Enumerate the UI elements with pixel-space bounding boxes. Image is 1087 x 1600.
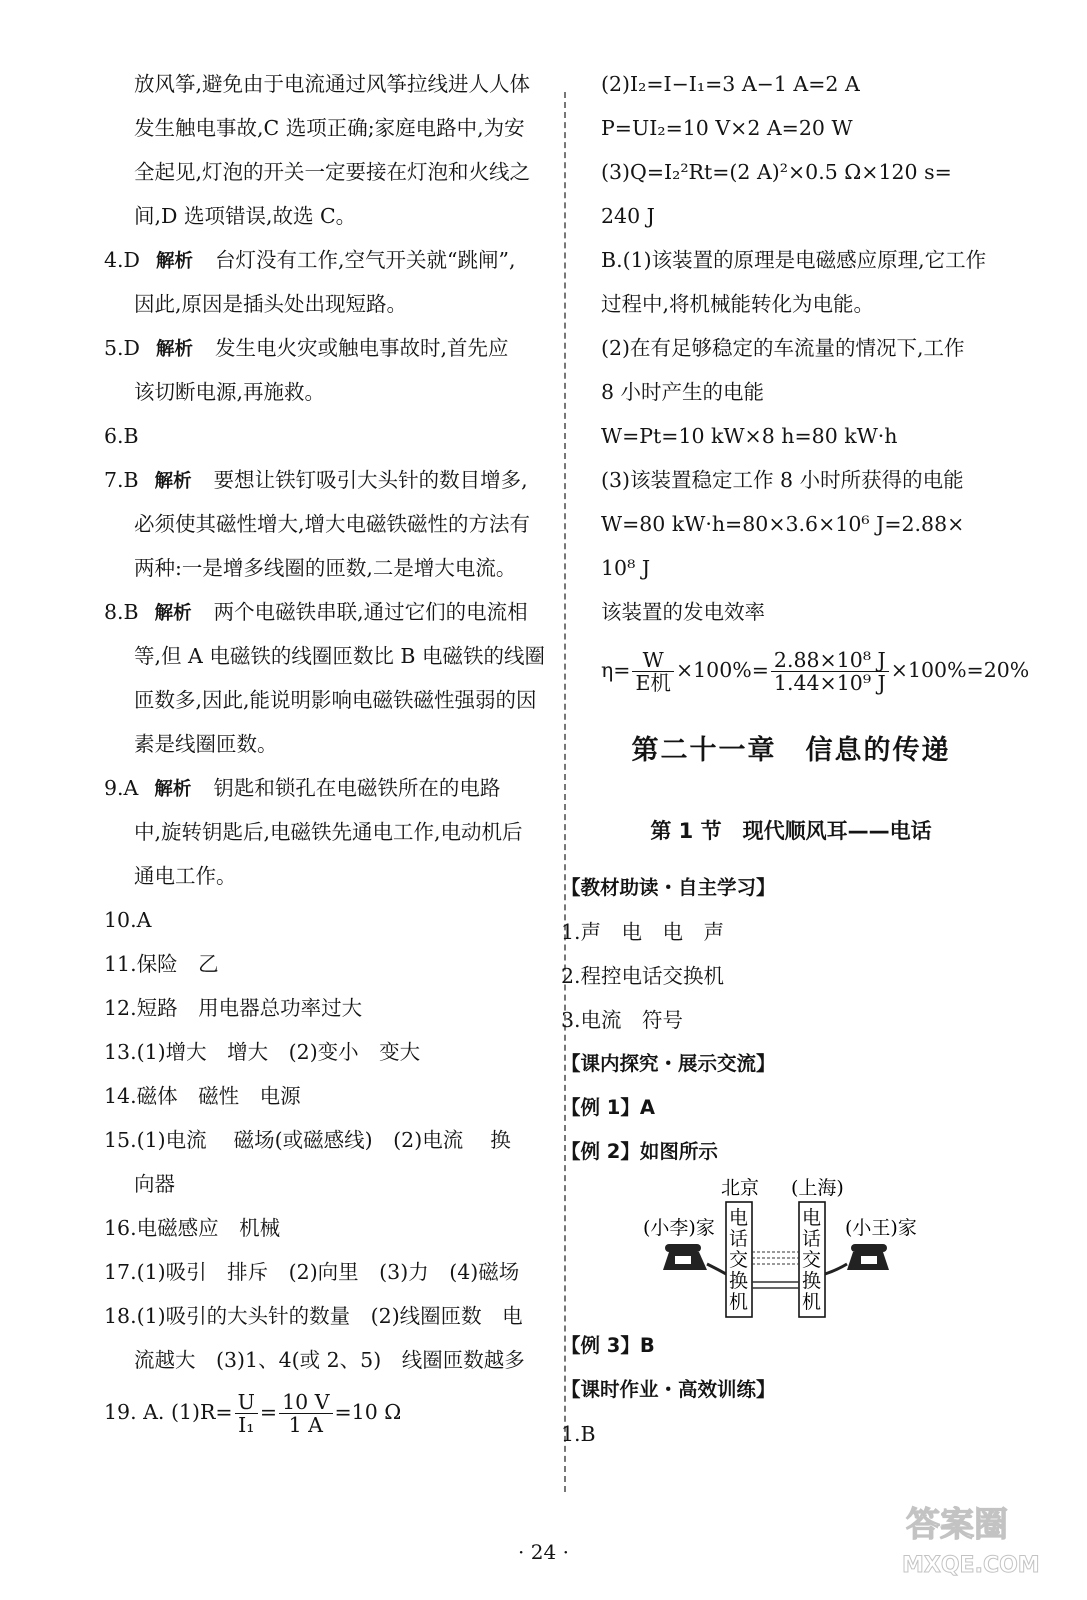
switch-char: 机 — [729, 1291, 749, 1313]
analysis-tag: 解析 — [154, 779, 192, 800]
line-text: 10⁸ J — [601, 556, 651, 580]
line-text: 向器 — [134, 1172, 175, 1196]
line-text: 短路 用电器总功率过大 — [136, 996, 363, 1020]
watermark-logo — [896, 1500, 1066, 1580]
chapter-title: 第二十一章 信息的传递 — [631, 735, 951, 766]
line-text: 素是线圈匝数。 — [134, 732, 278, 756]
switch-char: 换 — [729, 1270, 749, 1292]
line-text: 发生电火灾或触电事故时,首先应 — [215, 336, 509, 360]
line-text: W=Pt=10 kW×8 h=80 kW·h — [601, 424, 898, 448]
text-line — [601, 106, 1021, 150]
line-text: 必须使其磁性增大,增大电磁铁磁性的方法有 — [134, 512, 531, 536]
text-line — [104, 898, 554, 942]
text-line — [601, 458, 1021, 502]
line-text: 1.B — [561, 1422, 596, 1446]
line-text: 流越大 (3)1、4(或 2、5) 线圈匝数越多 — [134, 1348, 525, 1372]
line-text: (3)该装置稳定工作 8 小时所获得的电能 — [601, 468, 964, 492]
text-line — [601, 150, 1021, 194]
text-line — [104, 238, 554, 282]
line-text: 2.程控电话交换机 — [561, 964, 725, 988]
switch-char: 换 — [802, 1270, 822, 1292]
text-line — [601, 546, 1021, 590]
analysis-tag: 解析 — [156, 339, 194, 360]
text-line — [104, 942, 554, 986]
line-text: 该装置的发电效率 — [601, 600, 765, 624]
line-text: (2)I₂=I−I₁=3 A−1 A=2 A — [601, 72, 860, 96]
eff-mid: ×100%= — [675, 658, 769, 682]
text-line — [104, 1294, 554, 1338]
item-number: 14. — [104, 1084, 137, 1108]
efficiency-formula — [601, 634, 1030, 706]
text-line — [104, 62, 554, 106]
watermark-logo-text: 答案圈 — [906, 1505, 1008, 1545]
text-line — [601, 370, 1021, 414]
eta-label: η= — [601, 658, 631, 682]
fraction-u-i — [235, 1391, 258, 1436]
item-number: 10.A — [104, 908, 152, 932]
line-text: 匝数多,因此,能说明影响电磁铁磁性强弱的因 — [134, 688, 537, 712]
line-text: 因此,原因是插头处出现短路。 — [134, 292, 408, 316]
text-line — [104, 1250, 554, 1294]
text-line — [104, 722, 554, 766]
text-line — [601, 194, 1021, 238]
telephone-network-svg — [561, 1174, 981, 1324]
item-number: 11. — [104, 952, 137, 976]
line-text: 【课时作业・高效训练】 — [561, 1378, 776, 1401]
q19-prefix: 19. A. (1) — [104, 1400, 200, 1424]
text-line — [104, 282, 554, 326]
item-number: 9.A — [104, 776, 139, 800]
line-text: 保险 乙 — [136, 952, 219, 976]
text-line — [561, 1086, 1021, 1130]
text-line — [104, 1074, 554, 1118]
text-line — [601, 590, 1021, 634]
telephone-diagram — [561, 1174, 1021, 1324]
item-number: 6.B — [104, 424, 139, 448]
text-line — [104, 414, 554, 458]
frac-num: U — [235, 1391, 258, 1414]
analysis-tag: 解析 — [154, 603, 192, 624]
line-text: 1.声 电 电 声 — [561, 920, 725, 944]
line-text: 台灯没有工作,空气开关就“跳闸”, — [215, 248, 516, 272]
item-number: 15. — [104, 1128, 137, 1152]
item-number: 5.D — [104, 336, 140, 360]
text-line — [104, 194, 554, 238]
line-text: 两种:一是增多线圈的匝数,二是增大电流。 — [134, 556, 517, 580]
line-text: 电磁感应 机械 — [136, 1216, 281, 1240]
frac-num: W — [632, 649, 673, 672]
line-text: (2)在有足够稳定的车流量的情况下,工作 — [601, 336, 965, 360]
item-number: 16. — [104, 1216, 137, 1240]
frac-den: E机 — [635, 671, 671, 695]
shanghai-switch-text — [802, 1207, 821, 1313]
switch-char: 交 — [729, 1249, 749, 1271]
line-text: 3.电流 符号 — [561, 1008, 684, 1032]
right-phone-cord — [825, 1264, 847, 1274]
line-text: 磁体 磁性 电源 — [136, 1084, 301, 1108]
text-line — [561, 998, 1021, 1042]
switch-char: 机 — [802, 1291, 822, 1313]
line-text: 发生触电事故,C 选项正确;家庭电路中,为安 — [134, 116, 525, 140]
switch-char: 交 — [802, 1249, 822, 1271]
item-number: 12. — [104, 996, 137, 1020]
text-line — [104, 458, 554, 502]
text-line — [561, 1130, 1021, 1174]
frac-num2: 2.88×10⁸ J — [771, 649, 889, 672]
text-line — [601, 62, 1021, 106]
frac-den: 1 A — [288, 1413, 323, 1437]
left-home-label: (小李)家 — [643, 1217, 715, 1239]
watermark-url: MXQE.COM — [902, 1553, 1040, 1578]
text-line — [104, 1338, 554, 1382]
text-line — [601, 502, 1021, 546]
line-text: 【课内探究・展示交流】 — [561, 1052, 776, 1075]
text-line — [104, 854, 554, 898]
left-phone-cord — [707, 1264, 726, 1274]
item-number: 8.B — [104, 600, 139, 624]
text-line — [601, 414, 1021, 458]
question-19-formula — [104, 1382, 554, 1442]
text-line — [104, 810, 554, 854]
line-text: 两个电磁铁串联,通过它们的电流相 — [213, 600, 528, 624]
line-text: (3)Q=I₂²Rt=(2 A)²×0.5 Ω×120 s= — [601, 160, 952, 184]
text-line — [104, 1118, 554, 1162]
item-number: 4.D — [104, 248, 140, 272]
line-text: 全起见,灯泡的开关一定要接在灯泡和火线之 — [134, 160, 531, 184]
text-line — [104, 986, 554, 1030]
line-text: (1)电流 磁场(或磁感线) (2)电流 换 — [136, 1128, 511, 1152]
text-line — [104, 1162, 554, 1206]
text-line — [561, 866, 1021, 910]
left-telephone-icon — [663, 1244, 707, 1270]
text-line — [104, 1206, 554, 1250]
page-number: · 24 · — [518, 1540, 569, 1564]
fraction-w-e — [632, 649, 673, 694]
item-number: 13. — [104, 1040, 137, 1064]
left-column — [104, 62, 554, 1442]
analysis-tag: 解析 — [156, 251, 194, 272]
analysis-tag: 解析 — [154, 471, 192, 492]
text-line — [104, 106, 554, 150]
switch-char: 电 — [729, 1207, 749, 1229]
line-text: 【例 2】如图所示 — [561, 1140, 718, 1163]
text-line — [104, 546, 554, 590]
text-line — [104, 502, 554, 546]
text-line — [561, 954, 1021, 998]
text-line — [601, 282, 1021, 326]
shanghai-label: (上海) — [791, 1177, 844, 1199]
text-line — [561, 1412, 1021, 1456]
frac-num: 10 V — [279, 1391, 332, 1414]
right-home-label: (小王)家 — [845, 1217, 917, 1239]
line-text: 240 J — [601, 204, 655, 228]
line-text: 钥匙和锁孔在电磁铁所在的电路 — [213, 776, 501, 800]
switch-char: 电 — [802, 1207, 822, 1229]
text-line — [104, 150, 554, 194]
item-number: 7.B — [104, 468, 139, 492]
fraction-values — [279, 1391, 332, 1436]
right-telephone-icon — [847, 1244, 889, 1270]
text-line — [561, 910, 1021, 954]
line-text: 间,D 选项错误,故选 C。 — [134, 204, 357, 228]
text-line — [601, 326, 1021, 370]
item-number: 18. — [104, 1304, 137, 1328]
text-line — [601, 238, 1021, 282]
switch-char: 话 — [802, 1228, 822, 1250]
fraction-values — [771, 649, 889, 694]
q19-rhs: =10 Ω — [334, 1400, 402, 1424]
text-line — [104, 766, 554, 810]
line-text: 过程中,将机械能转化为电能。 — [601, 292, 875, 316]
line-text: (1)吸引的大头针的数量 (2)线圈匝数 电 — [136, 1304, 523, 1328]
line-text: 该切断电源,再施救。 — [134, 380, 326, 404]
q19-eq: = — [259, 1400, 278, 1424]
item-number: 17. — [104, 1260, 137, 1284]
text-line — [561, 1042, 1021, 1086]
frac-den2: 1.44×10⁹ J — [773, 671, 886, 695]
line-text: 要想让铁钉吸引大头针的数目增多, — [213, 468, 528, 492]
line-text: 等,但 A 电磁铁的线圈匝数比 B 电磁铁的线圈 — [134, 644, 545, 668]
line-text: 通电工作。 — [134, 864, 237, 888]
line-text: 【教材助读・自主学习】 — [561, 876, 776, 899]
beijing-label: 北京 — [721, 1177, 760, 1199]
right-column — [561, 62, 1030, 1456]
line-text: 【例 3】B — [561, 1334, 655, 1357]
line-text: (1)吸引 排斥 (2)向里 (3)力 (4)磁场 — [136, 1260, 520, 1284]
line-text: 中,旋转钥匙后,电磁铁先通电工作,电动机后 — [134, 820, 523, 844]
text-line — [561, 1324, 1021, 1368]
text-line — [104, 326, 554, 370]
eff-rhs: ×100%=20% — [890, 658, 1030, 682]
frac-den: I₁ — [238, 1413, 255, 1437]
text-line — [104, 678, 554, 722]
text-line — [561, 1368, 1021, 1412]
line-text: (1)增大 增大 (2)变小 变大 — [136, 1040, 421, 1064]
line-text: 放风筝,避免由于电流通过风筝拉线进人人体 — [134, 72, 531, 96]
line-text: 【例 1】A — [561, 1096, 655, 1119]
text-line — [104, 590, 554, 634]
text-line — [104, 370, 554, 414]
section-title: 第 1 节 现代顺风耳——电话 — [650, 819, 932, 843]
line-text: B.(1)该装置的原理是电磁感应原理,它工作 — [601, 248, 987, 272]
line-text: 8 小时产生的电能 — [601, 380, 765, 404]
line-text: W=80 kW·h=80×3.6×10⁶ J=2.88× — [601, 512, 965, 536]
text-line — [104, 1030, 554, 1074]
switch-char: 话 — [729, 1228, 749, 1250]
q19-lhs: R= — [200, 1400, 233, 1424]
beijing-switch-text — [729, 1207, 748, 1313]
line-text: P=UI₂=10 V×2 A=20 W — [601, 116, 853, 140]
text-line — [104, 634, 554, 678]
